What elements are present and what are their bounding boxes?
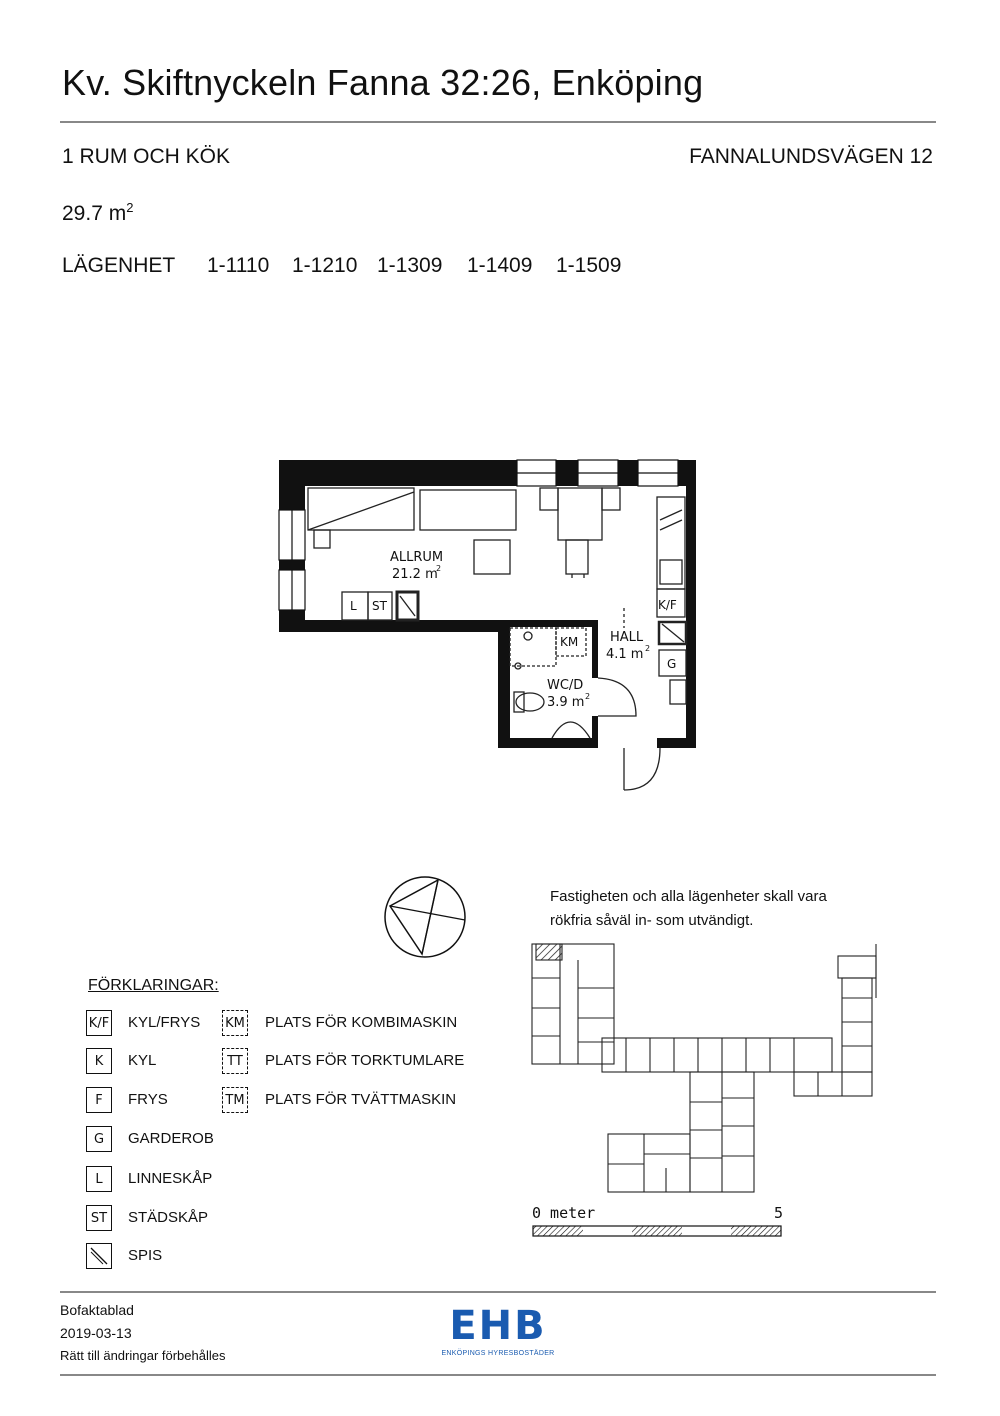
legend-title: FÖRKLARINGAR: — [88, 977, 219, 994]
page-title: Kv. Skiftnyckeln Fanna 32:26, Enköping — [62, 62, 704, 103]
footer-divider-top — [60, 1291, 936, 1293]
legend-code: ST — [86, 1205, 112, 1231]
room-hall-sup: 2 — [645, 644, 651, 653]
fixture-l: L — [350, 599, 357, 613]
smoke-free-note — [550, 885, 827, 933]
legend-code: K — [86, 1048, 112, 1074]
unit-area-sup: 2 — [126, 200, 134, 215]
room-allrum-area: 21.2 m — [392, 567, 438, 582]
room-wc-sup: 2 — [585, 692, 591, 701]
fixture-st: ST — [372, 599, 387, 613]
legend-code: K/F — [86, 1010, 112, 1036]
legend-code: F — [86, 1087, 112, 1113]
scale-end-label: 5 — [774, 1204, 784, 1222]
ehb-logo — [438, 1303, 558, 1357]
logo-subtitle: ENKÖPINGS HYRESBOSTÄDER — [441, 1350, 555, 1357]
compass-icon — [380, 872, 470, 962]
legend-label: PLATS FÖR KOMBIMASKIN — [265, 1014, 458, 1031]
room-hall-name: HALL — [610, 630, 644, 645]
unit-type: 1 RUM OCH KÖK — [62, 145, 231, 168]
room-allrum-name: ALLRUM — [390, 550, 444, 565]
room-wc-area: 3.9 m — [547, 695, 585, 710]
legend-label: STÄDSKÅP — [128, 1209, 209, 1226]
unit-area-value: 29.7 m — [62, 202, 127, 225]
room-allrum-sup: 2 — [436, 564, 442, 573]
apartment-label: LÄGENHET — [62, 254, 176, 277]
legend-label: PLATS FÖR TVÄTTMASKIN — [265, 1091, 457, 1108]
legend-label: GARDEROB — [128, 1130, 214, 1147]
note-line: rökfria såväl in- som utvändigt. — [550, 912, 754, 929]
doc-date: 2019-03-13 — [60, 1325, 132, 1341]
legend-code: KM — [222, 1010, 248, 1036]
scale-start-label: 0 meter — [532, 1204, 596, 1222]
legend-code: TM — [222, 1087, 248, 1113]
fixture-g: G — [667, 657, 677, 671]
legend-code: G — [86, 1126, 112, 1152]
doc-type: Bofaktablad — [60, 1302, 134, 1318]
legend-label: LINNESKÅP — [128, 1170, 213, 1187]
note-line: Fastigheten och alla lägenheter skall vara — [550, 888, 827, 905]
apartment-number: 1-1210 — [292, 254, 358, 277]
apartment-number: 1-1309 — [377, 254, 443, 277]
legend-label: KYL/FRYS — [128, 1014, 201, 1031]
apartment-number: 1-1509 — [556, 254, 622, 277]
address: FANNALUNDSVÄGEN 12 — [689, 145, 933, 168]
legend-label: SPIS — [128, 1247, 163, 1264]
legend-code: L — [86, 1166, 112, 1192]
room-hall-area: 4.1 m — [606, 647, 644, 662]
scale-bar — [532, 1224, 784, 1238]
fixture-kf: K/F — [658, 598, 677, 612]
apartment-number: 1-1409 — [467, 254, 533, 277]
building-key-plan — [520, 938, 890, 1202]
legend-label: PLATS FÖR TORKTUMLARE — [265, 1052, 465, 1069]
legend-label: FRYS — [128, 1091, 168, 1108]
logo-text: EHB — [449, 1303, 547, 1349]
legend-label: KYL — [128, 1052, 157, 1069]
apartment-number: 1-1110 — [207, 254, 270, 277]
footer-divider-bottom — [60, 1374, 936, 1376]
fixture-km: KM — [560, 635, 579, 649]
stove-icon — [86, 1243, 112, 1269]
room-wc-name: WC/D — [547, 678, 584, 693]
legend-code: TT — [222, 1048, 248, 1074]
disclaimer: Rätt till ändringar förbehålles — [60, 1348, 226, 1363]
